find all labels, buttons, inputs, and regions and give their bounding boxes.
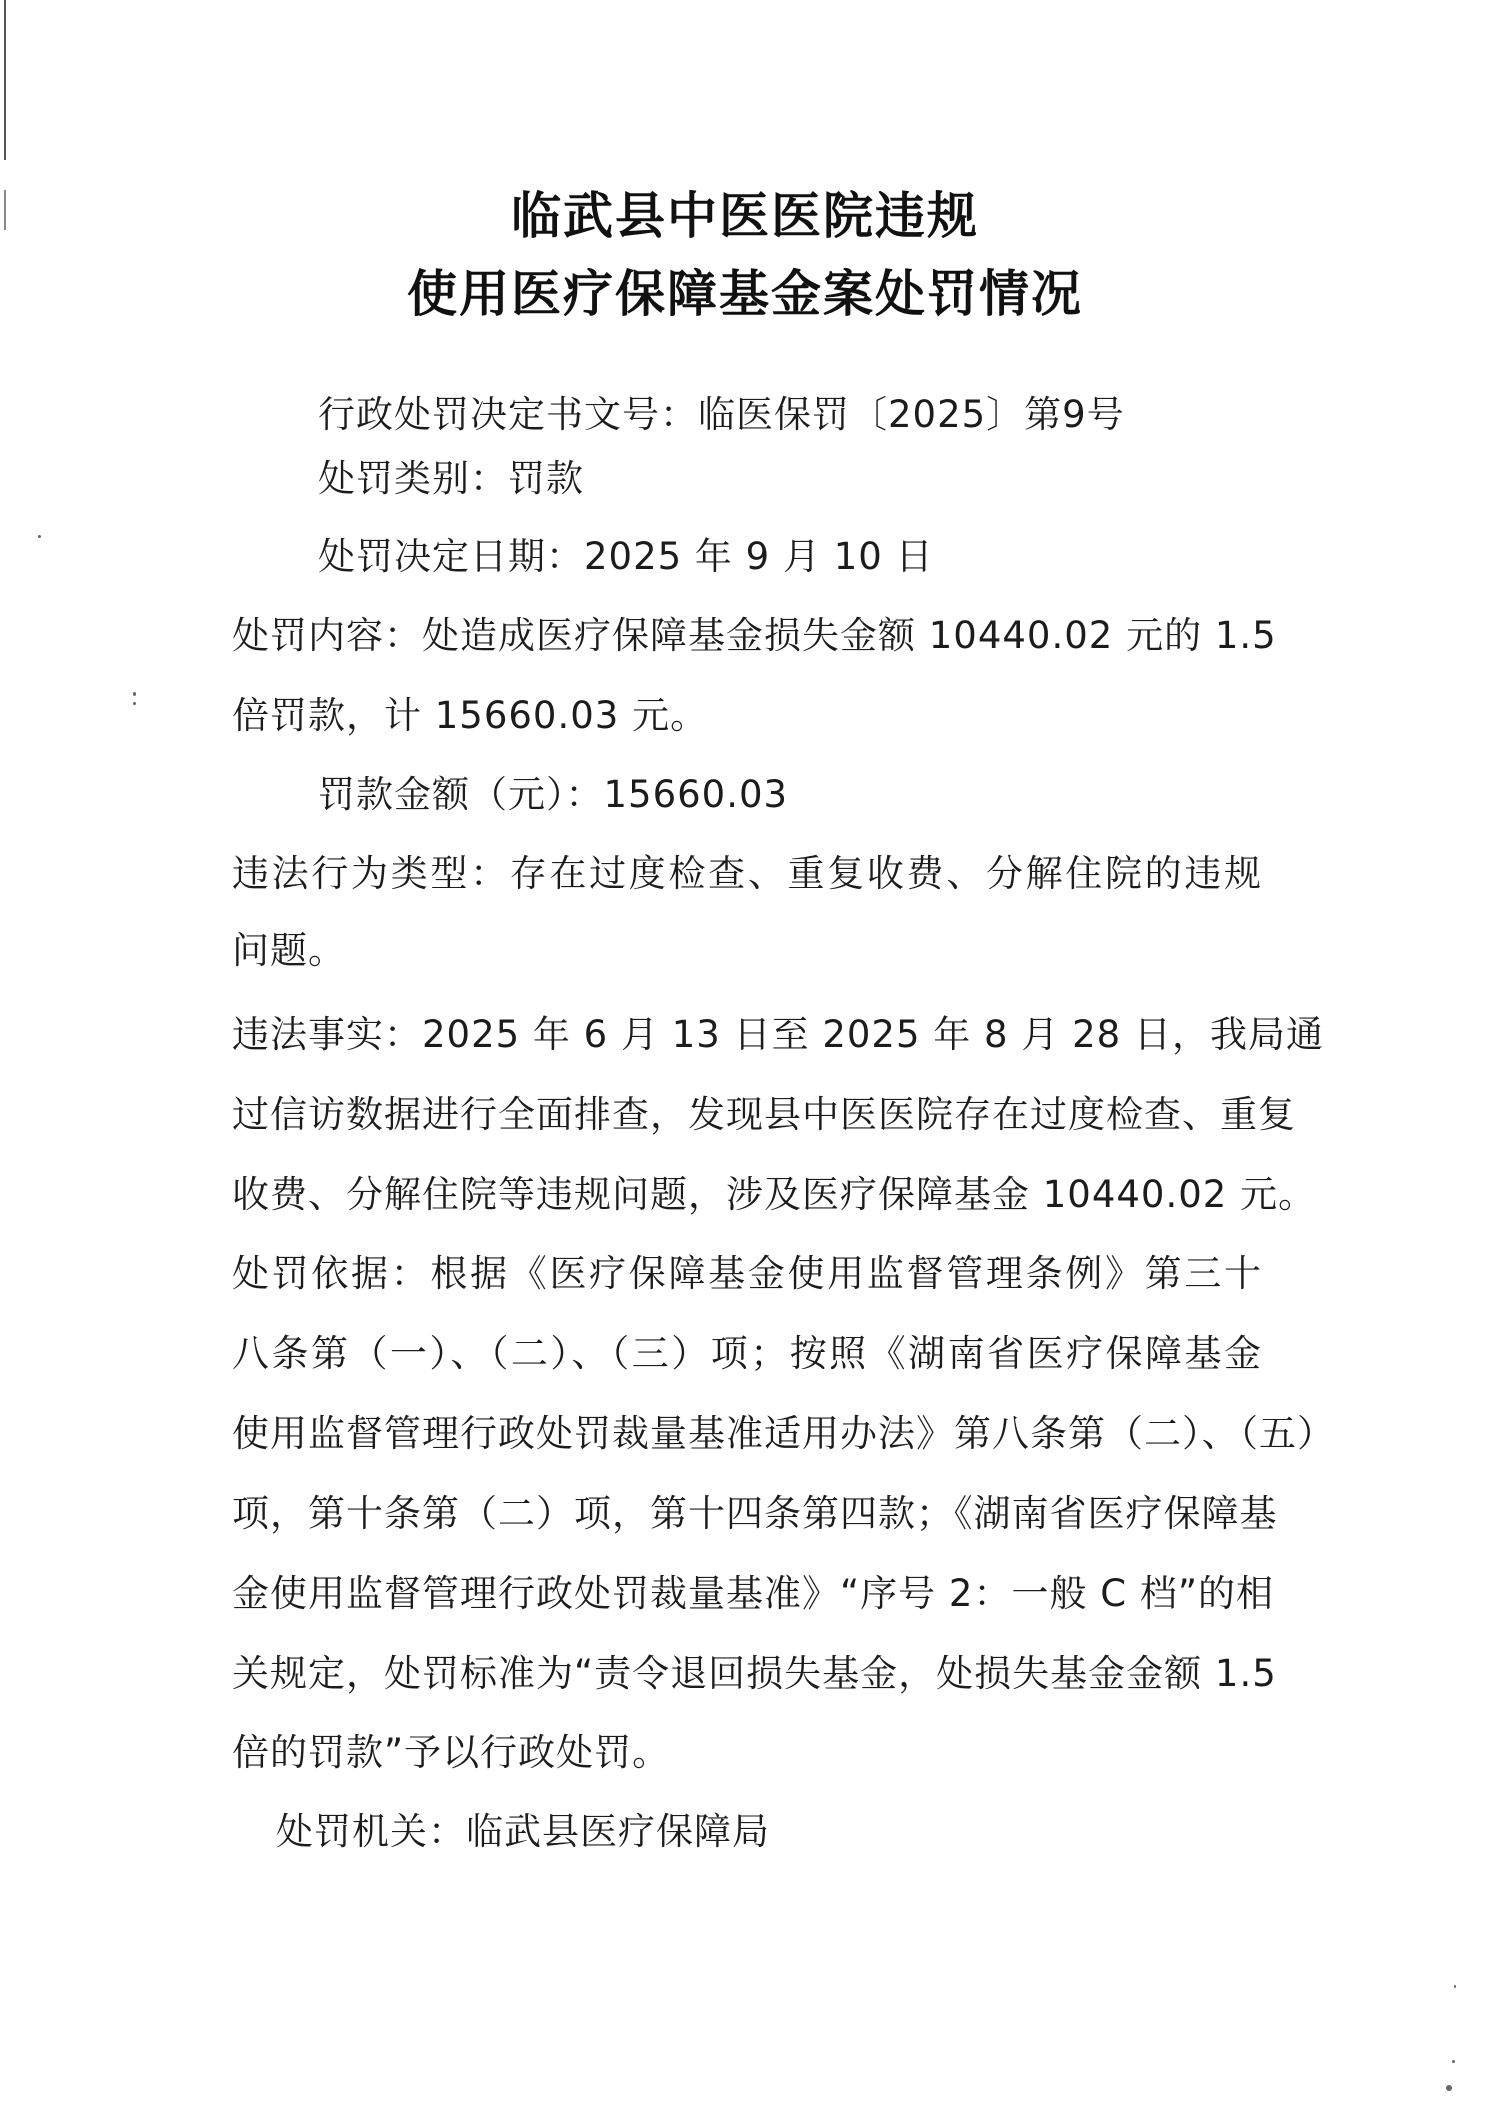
- scan-speck: [1452, 2060, 1455, 2063]
- penalty-basis-line: 处罚依据：根据《医疗保障基金使用监督管理条例》第三十: [232, 1252, 1262, 1295]
- penalty-basis-line: 金使用监督管理行政处罚裁量基准》“序号 2：一般 C 档”的相: [232, 1572, 1274, 1615]
- violation-type-line: 违法行为类型：存在过度检查、重复收费、分解住院的违规: [232, 852, 1262, 895]
- illegal-facts-line: 收费、分解住院等违规问题，涉及医疗保障基金 10440.02 元。: [232, 1173, 1317, 1216]
- penalty-content-line: 处罚内容：处造成医疗保障基金损失金额 10440.02 元的 1.5: [232, 614, 1277, 657]
- penalty-basis-line: 项，第十条第（二）项，第十四条第四款；《湖南省医疗保障基: [232, 1492, 1278, 1535]
- decision-date: 处罚决定日期：2025 年 9 月 10 日: [318, 535, 934, 578]
- scan-speck: [38, 535, 41, 538]
- penalty-category: 处罚类别：罚款: [318, 457, 584, 500]
- penalty-authority: 处罚机关：临武县医疗保障局: [276, 1810, 770, 1853]
- document-title-line-2: 使用医疗保障基金案处罚情况: [407, 264, 1083, 323]
- scan-speck: [133, 702, 136, 705]
- penalty-content-line: 倍罚款，计 15660.03 元。: [232, 694, 709, 737]
- scan-edge-mark: [4, 0, 6, 160]
- document-title-line-1: 临武县中医医院违规: [511, 186, 979, 245]
- illegal-facts-line: 过信访数据进行全面排查，发现县中医医院存在过度检查、重复: [232, 1093, 1296, 1136]
- scan-speck: [1454, 1985, 1456, 1988]
- penalty-basis-line: 关规定，处罚标准为“责令退回损失基金，处损失基金金额 1.5: [232, 1652, 1277, 1695]
- penalty-basis-line: 八条第（一）、（二）、（三）项；按照《湖南省医疗保障基金: [232, 1332, 1262, 1375]
- illegal-facts-line: 违法事实：2025 年 6 月 13 日至 2025 年 8 月 28 日，我局通: [232, 1013, 1324, 1056]
- scan-speck: [133, 692, 136, 696]
- fine-amount: 罚款金额（元）：15660.03: [318, 773, 789, 816]
- penalty-basis-line: 倍的罚款”予以行政处罚。: [232, 1731, 671, 1774]
- violation-type-line: 问题。: [232, 929, 346, 972]
- penalty-basis-line: 使用监督管理行政处罚裁量基准适用办法》第八条第（二）、（五）: [232, 1412, 1335, 1455]
- scan-speck: [1446, 2085, 1452, 2091]
- decision-number: 行政处罚决定书文号：临医保罚〔2025〕第9号: [318, 393, 1125, 436]
